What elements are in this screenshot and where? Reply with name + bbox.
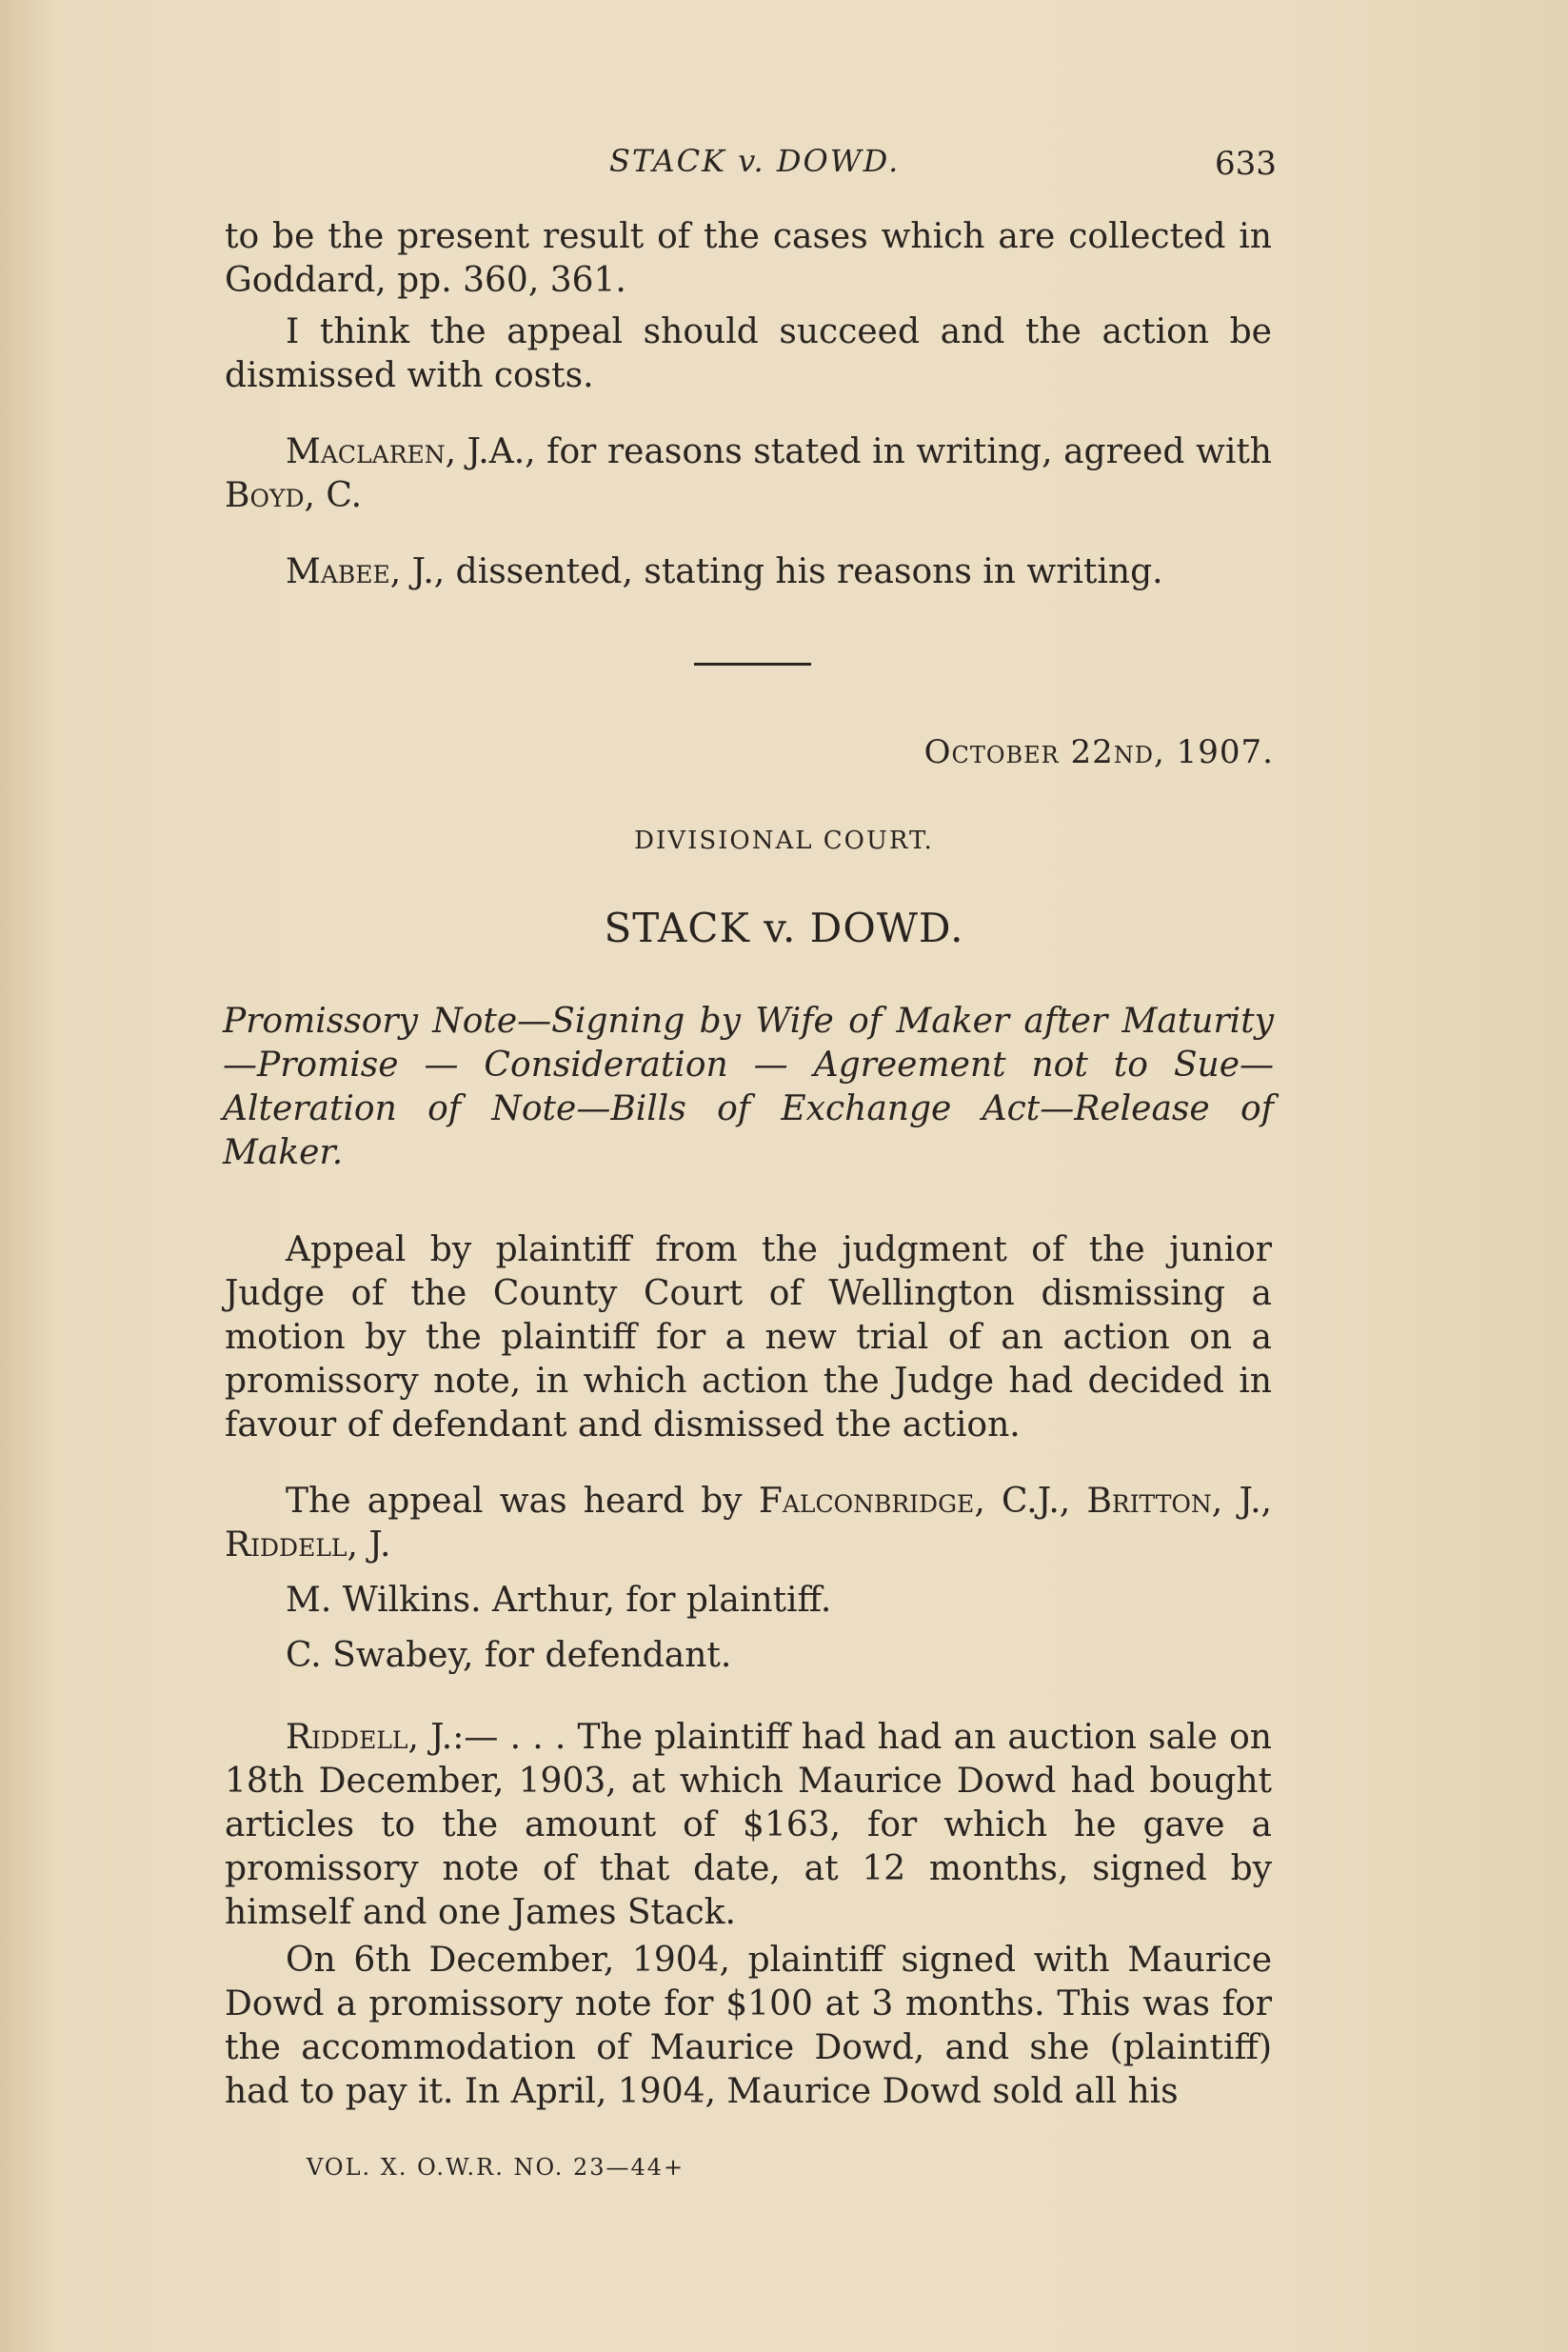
heard-mid-1: , C.J., bbox=[974, 1482, 1087, 1521]
judge-name-falconbridge: Falconbridge bbox=[758, 1482, 975, 1521]
boyd-text: , C. bbox=[304, 476, 363, 515]
maclaren-text: , J.A., for reasons stated in writing, agreed with bbox=[445, 432, 1272, 471]
judgment-text-1: , J.:— . . . The plaintiff had had an auction sale on 18th December, 1903, at which Maurice Dowd had bought articles to the amount of $163, for which he gave a promissory note of that date, at 12 months, signed by himself and one James Stack. bbox=[225, 1718, 1272, 1932]
mabee-text: , J., dissented, stating his reasons in writing. bbox=[389, 552, 1163, 591]
maclaren-paragraph bbox=[225, 430, 1272, 518]
judgment-paragraph-2: On 6th December, 1904, plaintiff signed with Maurice Dowd a promissory note for $100 at 3 months. This was for the accommodation of Maurice Dowd, and she (plaintiff) had to pay it. In April, 1904, Maurice Dowd sold all his bbox=[225, 1941, 1272, 2111]
heard-end: , J. bbox=[347, 1525, 391, 1565]
case-body bbox=[225, 1228, 1272, 2114]
heard-paragraph bbox=[225, 1480, 1272, 1567]
mabee-paragraph bbox=[225, 550, 1272, 594]
footer-signature: VOL. X. O.W.R. NO. 23—44+ bbox=[307, 2154, 685, 2181]
prior-case-text bbox=[225, 215, 1272, 594]
running-title: STACK v. DOWD. bbox=[609, 143, 901, 179]
appeal-paragraph: Appeal by plaintiff from the judgment of the junior Judge of the County Court of Wellington dismissing a motion by the plaintiff for a new trial of an action on a promissory note, in which action the Judge had decided in favour of defendant and dismissed the action. bbox=[225, 1230, 1272, 1445]
court-name: DIVISIONAL COURT. bbox=[634, 827, 934, 855]
judge-name-maclaren: Maclaren bbox=[286, 432, 446, 471]
judge-name-mabee: Mabee bbox=[286, 552, 390, 591]
page-number: 633 bbox=[1215, 145, 1277, 183]
heard-lead: The appeal was heard by bbox=[286, 1482, 759, 1521]
judge-name-riddell: Riddell bbox=[225, 1525, 347, 1565]
counsel-defendant: C. Swabey, for defendant. bbox=[286, 1636, 732, 1675]
counsel-plaintiff: M. Wilkins. Arthur, for plaintiff. bbox=[286, 1581, 832, 1620]
heard-mid-2: , J., bbox=[1211, 1482, 1272, 1521]
judgment-paragraph-1 bbox=[225, 1716, 1272, 1935]
running-head bbox=[0, 133, 1568, 190]
case-title: STACK v. DOWD. bbox=[604, 905, 964, 951]
judge-name-riddell-judgment: Riddell bbox=[286, 1718, 408, 1757]
judge-name-britton: Britton bbox=[1086, 1482, 1212, 1521]
prior-case-paragraph-2: I think the appeal should succeed and the action be dismissed with costs. bbox=[225, 312, 1272, 395]
dateline: October 22nd, 1907. bbox=[923, 733, 1274, 771]
section-divider bbox=[694, 663, 811, 666]
judge-name-boyd: Boyd bbox=[225, 476, 305, 515]
prior-case-paragraph-1: to be the present result of the cases which are collected in Goddard, pp. 360, 361. bbox=[225, 217, 1272, 300]
headnote: Promissory Note—Signing by Wife of Maker after Maturity —Promise — Consideration — Agreement not to Sue— Alteration of Note—Bills of Exchange Act—Release of Maker. bbox=[223, 1002, 1274, 1172]
